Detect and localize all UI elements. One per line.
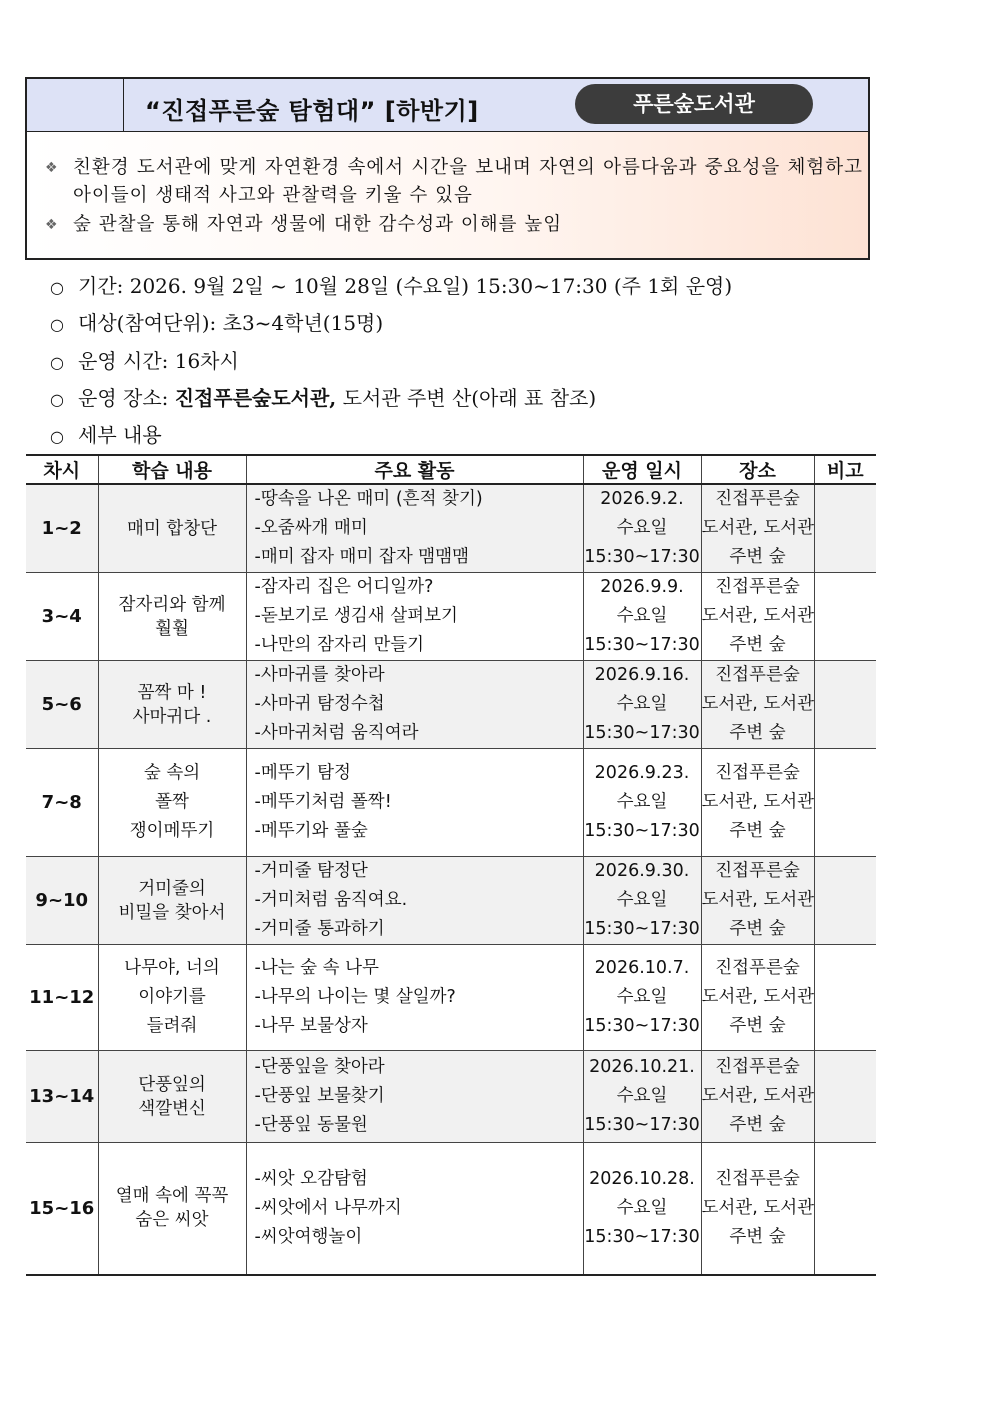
date-line: 수요일 (616, 1197, 668, 1218)
note-cell (814, 945, 876, 1051)
date-line: 2026.10.28. (589, 1168, 695, 1189)
program-title: “진접푸른숲 탐험대” [하반기] (145, 97, 479, 125)
place-cell (701, 749, 814, 857)
info-target (50, 307, 383, 336)
circle-bullet-icon: ○ (50, 278, 64, 297)
topic-line: 숨은 씨앗 (135, 1210, 209, 1231)
place-line: 도서관, 도서관 (701, 606, 815, 626)
activity-line: -거미줄 통과하기 (254, 919, 385, 939)
date-line: 15:30~17:30 (584, 1115, 700, 1135)
topic-line: 숲 속의 (143, 763, 201, 783)
place-line: 주변 숲 (729, 1016, 786, 1036)
activity-line: -땅속을 나온 매미 (흔적 찾기) (254, 489, 483, 509)
date-line: 수요일 (616, 890, 668, 910)
activity-line: -씨앗여행놀이 (254, 1226, 363, 1247)
place-line: 진접푸른숲 (715, 577, 800, 597)
place-line: 도서관, 도서관 (701, 518, 815, 538)
place-line: 도서관, 도서관 (701, 890, 815, 910)
date-line: 15:30~17:30 (584, 547, 700, 567)
activities-cell (246, 749, 583, 857)
place-line: 도서관, 도서관 (701, 694, 815, 714)
note-cell (814, 749, 876, 857)
session-cell: 1~2 (26, 484, 98, 573)
date-cell (583, 749, 701, 857)
activities-cell (246, 945, 583, 1051)
topic-line: 열매 속에 꼭꼭 (115, 1186, 229, 1207)
topic-cell (98, 749, 246, 857)
topic-line: 사마귀다 . (132, 706, 212, 727)
library-badge: 푸른숲도서관 (575, 84, 813, 124)
place-line: 주변 숲 (729, 919, 786, 939)
topic-cell (98, 857, 246, 945)
activity-line: -씨앗 오감탐험 (254, 1168, 368, 1189)
topic-cell (98, 945, 246, 1051)
activity-line: -돋보기로 생김새 살펴보기 (254, 606, 458, 626)
activity-line: -잠자리 집은 어디일까? (254, 577, 434, 597)
activity-line: -오줌싸개 매미 (254, 518, 368, 538)
activity-line: -메뚜기 탐정 (254, 763, 351, 783)
date-cell (583, 484, 701, 573)
date-line: 2026.9.2. (600, 489, 684, 509)
date-cell (583, 573, 701, 661)
date-cell (583, 945, 701, 1051)
activity-line: -나는 숲 속 나무 (254, 958, 379, 978)
activity-line: -나만의 잠자리 만들기 (254, 635, 425, 655)
place-line: 도서관, 도서관 (701, 987, 815, 1007)
table-body (26, 484, 876, 1275)
session-cell: 11~12 (26, 945, 98, 1051)
table-row (26, 573, 876, 661)
place-line: 주변 숲 (729, 821, 786, 841)
place-cell (701, 857, 814, 945)
date-line: 수요일 (616, 792, 668, 812)
date-line: 15:30~17:30 (584, 723, 700, 743)
activity-line: -나무의 나이는 몇 살일까? (254, 987, 456, 1007)
summary-item (45, 211, 863, 239)
session-cell: 9~10 (26, 857, 98, 945)
topic-line: 매미 합창단 (126, 518, 218, 539)
session-cell: 3~4 (26, 573, 98, 661)
schedule-table (26, 454, 876, 1276)
activity-line: -매미 잡자 매미 잡자 맴맴맴 (254, 547, 470, 567)
note-cell (814, 661, 876, 749)
activity-line: -나무 보물상자 (254, 1016, 368, 1036)
summary-text: 숲 관찰을 통해 자연과 생물에 대한 감수성과 이해를 높임 (73, 214, 563, 235)
target-text: 대상(참여단위): 초3~4학년(15명) (78, 311, 384, 335)
date-cell (583, 661, 701, 749)
circle-bullet-icon: ○ (50, 315, 64, 334)
circle-bullet-icon: ○ (50, 390, 64, 409)
activity-line: -사마귀를 찾아라 (254, 665, 385, 685)
table-row (26, 749, 876, 857)
topic-line: 잠자리와 함께 (118, 594, 226, 615)
table-row (26, 857, 876, 945)
date-line: 2026.9.30. (594, 861, 690, 881)
place-line: 진접푸른숲 (715, 958, 800, 978)
table-row (26, 945, 876, 1051)
circle-bullet-icon: ○ (50, 353, 64, 372)
topic-cell (98, 1143, 246, 1275)
topic-cell (98, 573, 246, 661)
session-cell: 7~8 (26, 749, 98, 857)
activity-line: -메뚜기처럼 폴짝! (254, 792, 392, 812)
place-line: 진접푸른숲 (715, 1168, 800, 1189)
date-line: 2026.10.7. (594, 958, 690, 978)
topic-line: 들려줘 (146, 1016, 198, 1036)
diamond-bullet-icon: ❖ (45, 217, 58, 233)
date-line: 수요일 (616, 518, 668, 538)
place-cell (701, 661, 814, 749)
header-date: 운영 일시 (583, 455, 701, 484)
table-row (26, 484, 876, 573)
table-header-row (26, 455, 876, 484)
date-line: 15:30~17:30 (584, 1226, 700, 1247)
activity-line: -거미처럼 움직여요. (254, 890, 408, 910)
date-line: 2026.9.16. (594, 665, 690, 685)
place-line: 진접푸른숲 (715, 1057, 800, 1077)
info-details (50, 419, 162, 448)
topic-cell (98, 484, 246, 573)
place-bold: 진접푸른숲도서관, (174, 386, 337, 410)
place-line: 진접푸른숲 (715, 763, 800, 783)
date-line: 수요일 (616, 606, 668, 626)
program-header-box (25, 77, 870, 260)
place-line: 주변 숲 (729, 635, 786, 655)
note-cell (814, 1143, 876, 1275)
place-cell (701, 573, 814, 661)
place-line: 진접푸른숲 (715, 665, 800, 685)
period-text: 기간: 2026. 9월 2일 ~ 10월 28일 (수요일) 15:30~17:30 (주 1회 운영) (78, 274, 733, 298)
date-line: 수요일 (616, 1086, 668, 1106)
activities-cell (246, 1143, 583, 1275)
activity-line: -사마귀 탐정수첩 (254, 694, 385, 714)
topic-line: 나무야, 너의 (124, 958, 220, 978)
topic-cell (98, 1051, 246, 1143)
activity-line: -단풍잎을 찾아라 (254, 1057, 385, 1077)
table-row (26, 661, 876, 749)
session-cell: 15~16 (26, 1143, 98, 1275)
activities-cell (246, 1051, 583, 1143)
topic-line: 거미줄의 (138, 878, 206, 899)
place-line: 주변 숲 (729, 547, 786, 567)
note-cell (814, 484, 876, 573)
date-line: 수요일 (616, 987, 668, 1007)
program-summary (27, 132, 868, 258)
place-line: 도서관, 도서관 (701, 1086, 815, 1106)
activity-line: -단풍잎 동물원 (254, 1115, 368, 1135)
table-row (26, 1143, 876, 1275)
activity-line: -사마귀처럼 움직여라 (254, 723, 419, 743)
date-line: 15:30~17:30 (584, 821, 700, 841)
circle-bullet-icon: ○ (50, 427, 64, 446)
summary-item (45, 154, 863, 210)
activity-line: -씨앗에서 나무까지 (254, 1197, 402, 1218)
activity-line: -거미줄 탐정단 (254, 861, 368, 881)
date-line: 2026.10.21. (589, 1057, 695, 1077)
place-suffix: 도서관 주변 산(아래 표 참조) (336, 386, 597, 410)
info-period (50, 270, 732, 299)
activity-line: -메뚜기와 풀숲 (254, 821, 368, 841)
topic-line: 이야기를 (138, 987, 206, 1007)
date-cell (583, 857, 701, 945)
title-row (27, 79, 868, 132)
activities-cell (246, 484, 583, 573)
date-line: 2026.9.23. (594, 763, 690, 783)
header-place: 장소 (701, 455, 814, 484)
date-line: 2026.9.9. (600, 577, 684, 597)
date-line: 15:30~17:30 (584, 1016, 700, 1036)
date-line: 15:30~17:30 (584, 919, 700, 939)
date-cell (583, 1051, 701, 1143)
diamond-bullet-icon: ❖ (45, 160, 58, 176)
place-line: 주변 숲 (729, 723, 786, 743)
note-cell (814, 573, 876, 661)
place-prefix: 운영 장소: (78, 386, 175, 410)
header-activities: 주요 활동 (246, 455, 583, 484)
activity-line: -단풍잎 보물찾기 (254, 1086, 385, 1106)
activities-cell (246, 573, 583, 661)
place-line: 도서관, 도서관 (701, 792, 815, 812)
note-cell (814, 857, 876, 945)
topic-line: 꼼짝 마 ! (137, 682, 207, 703)
topic-cell (98, 661, 246, 749)
topic-line: 비밀을 찾아서 (118, 902, 226, 923)
date-line: 15:30~17:30 (584, 635, 700, 655)
topic-line: 훨훨 (155, 618, 189, 639)
date-line: 수요일 (616, 694, 668, 714)
title-blank-cell (27, 79, 124, 131)
place-line: 도서관, 도서관 (701, 1197, 815, 1218)
header-note: 비고 (814, 455, 876, 484)
place-cell (701, 484, 814, 573)
topic-line: 쟁이메뚜기 (129, 821, 215, 841)
session-cell: 13~14 (26, 1051, 98, 1143)
session-cell: 5~6 (26, 661, 98, 749)
place-cell (701, 1051, 814, 1143)
note-cell (814, 1051, 876, 1143)
sessions-text: 운영 시간: 16차시 (78, 349, 239, 373)
place-line: 주변 숲 (729, 1115, 786, 1135)
activities-cell (246, 661, 583, 749)
details-text: 세부 내용 (78, 423, 162, 447)
place-line: 진접푸른숲 (715, 861, 800, 881)
summary-text: 친환경 도서관에 맞게 자연환경 속에서 시간을 보내며 자연의 아름다움과 중요성을 체험하고 아이들이 생태적 사고와 관찰력을 키울 수 있음 (73, 157, 863, 206)
topic-line: 폴짝 (155, 792, 189, 812)
place-line: 진접푸른숲 (715, 489, 800, 509)
date-cell (583, 1143, 701, 1275)
header-topic: 학습 내용 (98, 455, 246, 484)
place-line: 주변 숲 (729, 1226, 786, 1247)
info-sessions (50, 345, 239, 374)
table-row (26, 1051, 876, 1143)
topic-line: 단풍잎의 (138, 1074, 206, 1095)
header-session: 차시 (26, 455, 98, 484)
place-cell (701, 945, 814, 1051)
topic-line: 색깔변신 (138, 1098, 206, 1119)
place-cell (701, 1143, 814, 1275)
activities-cell (246, 857, 583, 945)
info-place (50, 382, 596, 411)
